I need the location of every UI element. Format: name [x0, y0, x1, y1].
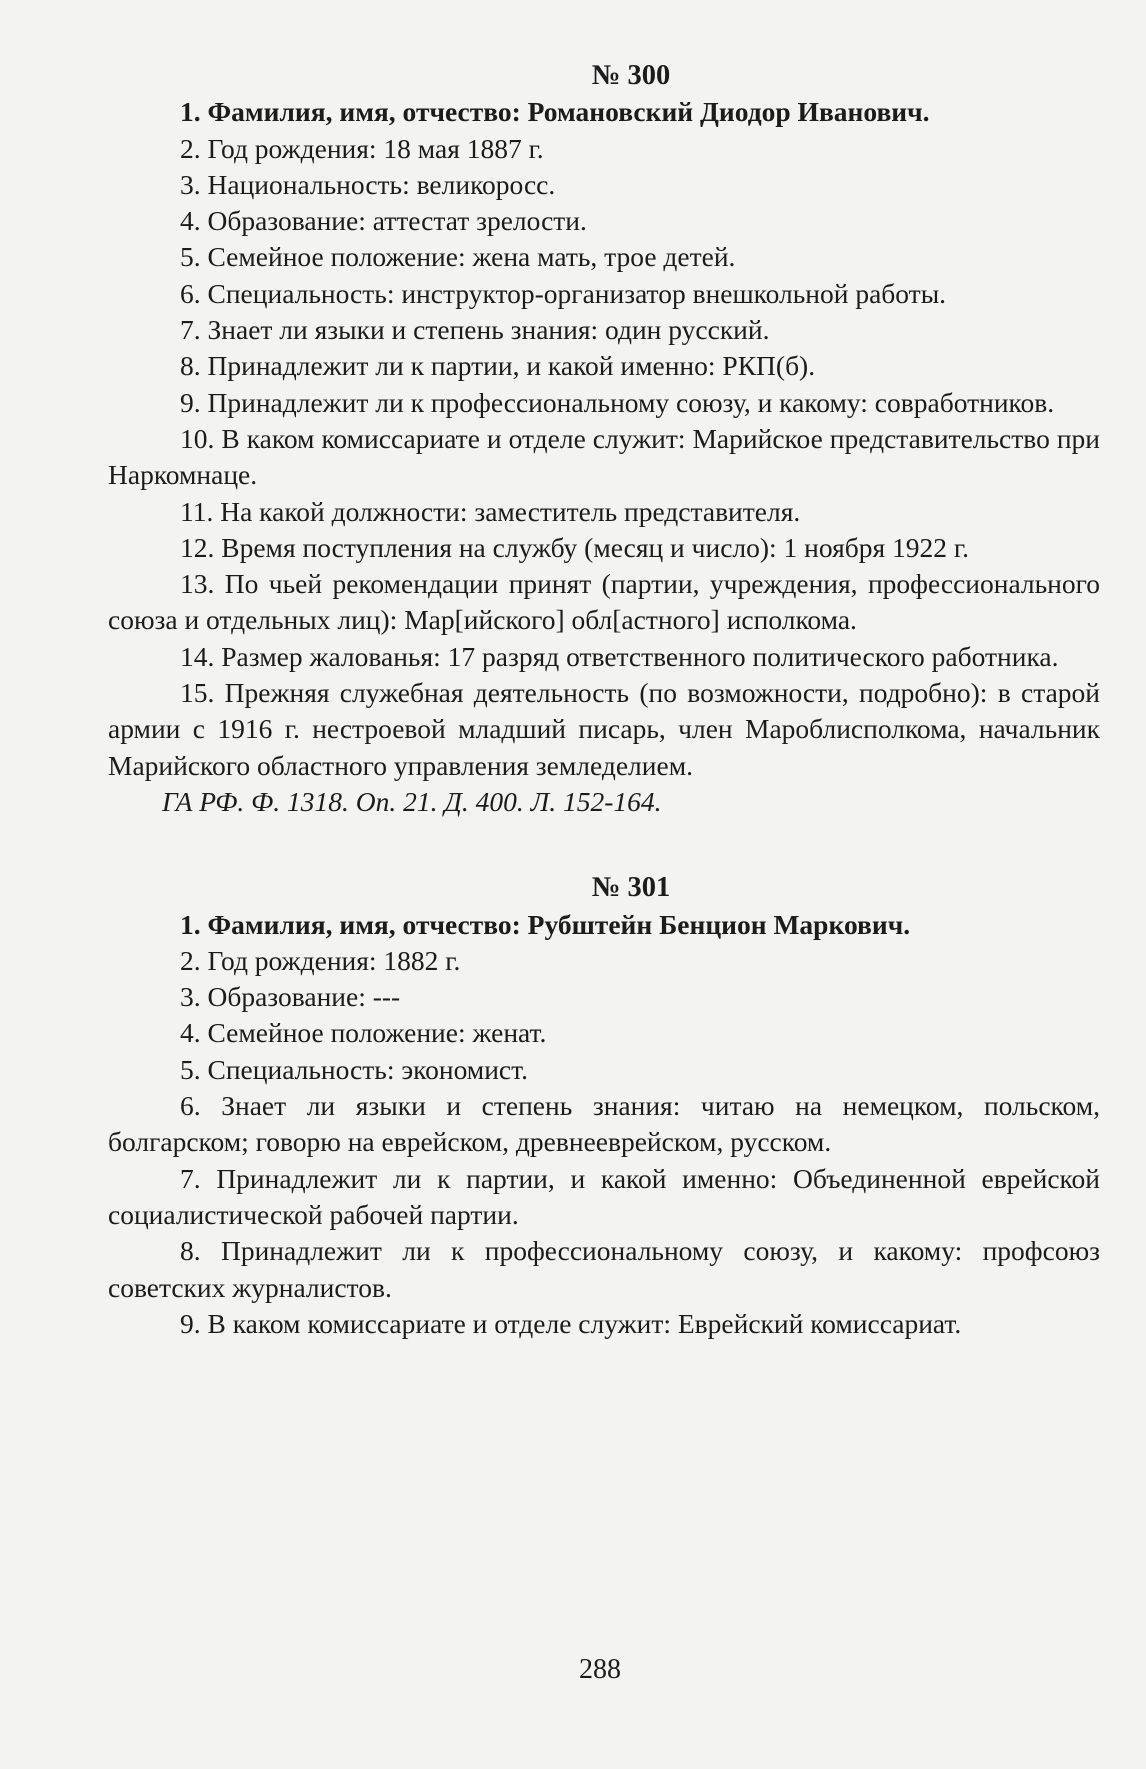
- list-item: 15. Прежняя служебная деятельность (по возможности, подробно): в старой армии с 1916 г. нестроевой младший писарь, член Мароблисполкома, начальник Марийского областного управления земледелием.: [108, 677, 1100, 781]
- list-item: 5. Специальность: экономист.: [180, 1053, 528, 1085]
- list-item: 7. Принадлежит ли к партии, и какой именно: Объединенной еврейской социалистической рабочей партии.: [108, 1162, 1100, 1230]
- document-page: [108, 58, 1100, 1342]
- list-item: 10. В каком комиссариате и отделе служит: Марийское представительство при Наркомнаце.: [108, 422, 1100, 491]
- page-number: 288: [579, 1654, 621, 1685]
- archive-citation: ГА РФ. Ф. 1318. Оп. 21. Д. 400. Л. 152-164.: [162, 785, 662, 817]
- list-item: 5. Семейное положение: жена мать, трое детей.: [180, 241, 736, 273]
- list-item: 1. Фамилия, имя, отчество: Рубштейн Бенцион Маркович.: [180, 908, 911, 940]
- list-item: 9. В каком комиссариате и отделе служит: Еврейский комиссариат.: [180, 1307, 962, 1339]
- section-spacer: [108, 820, 1100, 870]
- list-item: 8. Принадлежит ли к партии, и какой именно: РКП(б).: [180, 350, 816, 382]
- list-item: 13. По чьей рекомендации принят (партии, учреждения, профессионального союза и отдельных лиц): Мар[ийского] обл[астного] исполкома.: [108, 568, 1100, 636]
- list-item: 7. Знает ли языки и степень знания: один русский.: [180, 314, 770, 346]
- list-item: 8. Принадлежит ли к профессиональному союзу, и какому: профсоюз советских журналистов.: [108, 1235, 1100, 1303]
- document-number: № 301: [591, 872, 671, 904]
- list-item: 3. Образование: ---: [180, 981, 401, 1013]
- list-item: 3. Национальность: великоросс.: [180, 168, 556, 200]
- list-item: 2. Год рождения: 18 мая 1887 г.: [180, 132, 544, 164]
- list-item: 1. Фамилия, имя, отчество: Романовский Диодор Иванович.: [180, 96, 930, 128]
- list-item: 14. Размер жалованья: 17 разряд ответственного политического работника.: [180, 640, 1059, 672]
- list-item: 9. Принадлежит ли к профессиональному союзу, и какому: совработников.: [180, 386, 1055, 418]
- document-300: [108, 58, 1100, 820]
- list-item: 12. Время поступления на службу (месяц и число): 1 ноября 1922 г.: [180, 531, 969, 563]
- list-item: 2. Год рождения: 1882 г.: [180, 944, 461, 976]
- list-item: 6. Знает ли языки и степень знания: читаю на немецком, польском, болгарском; говорю на еврейском, древнееврейском, русском.: [108, 1090, 1100, 1158]
- document-number: № 300: [591, 60, 671, 91]
- list-item: 6. Специальность: инструктор-организатор внешкольной работы.: [180, 277, 947, 309]
- document-301: [108, 870, 1100, 1342]
- list-item: 4. Семейное положение: женат.: [180, 1017, 547, 1049]
- list-item: 4. Образование: аттестат зрелости.: [180, 205, 587, 237]
- list-item: 11. На какой должности: заместитель представителя.: [180, 495, 801, 527]
